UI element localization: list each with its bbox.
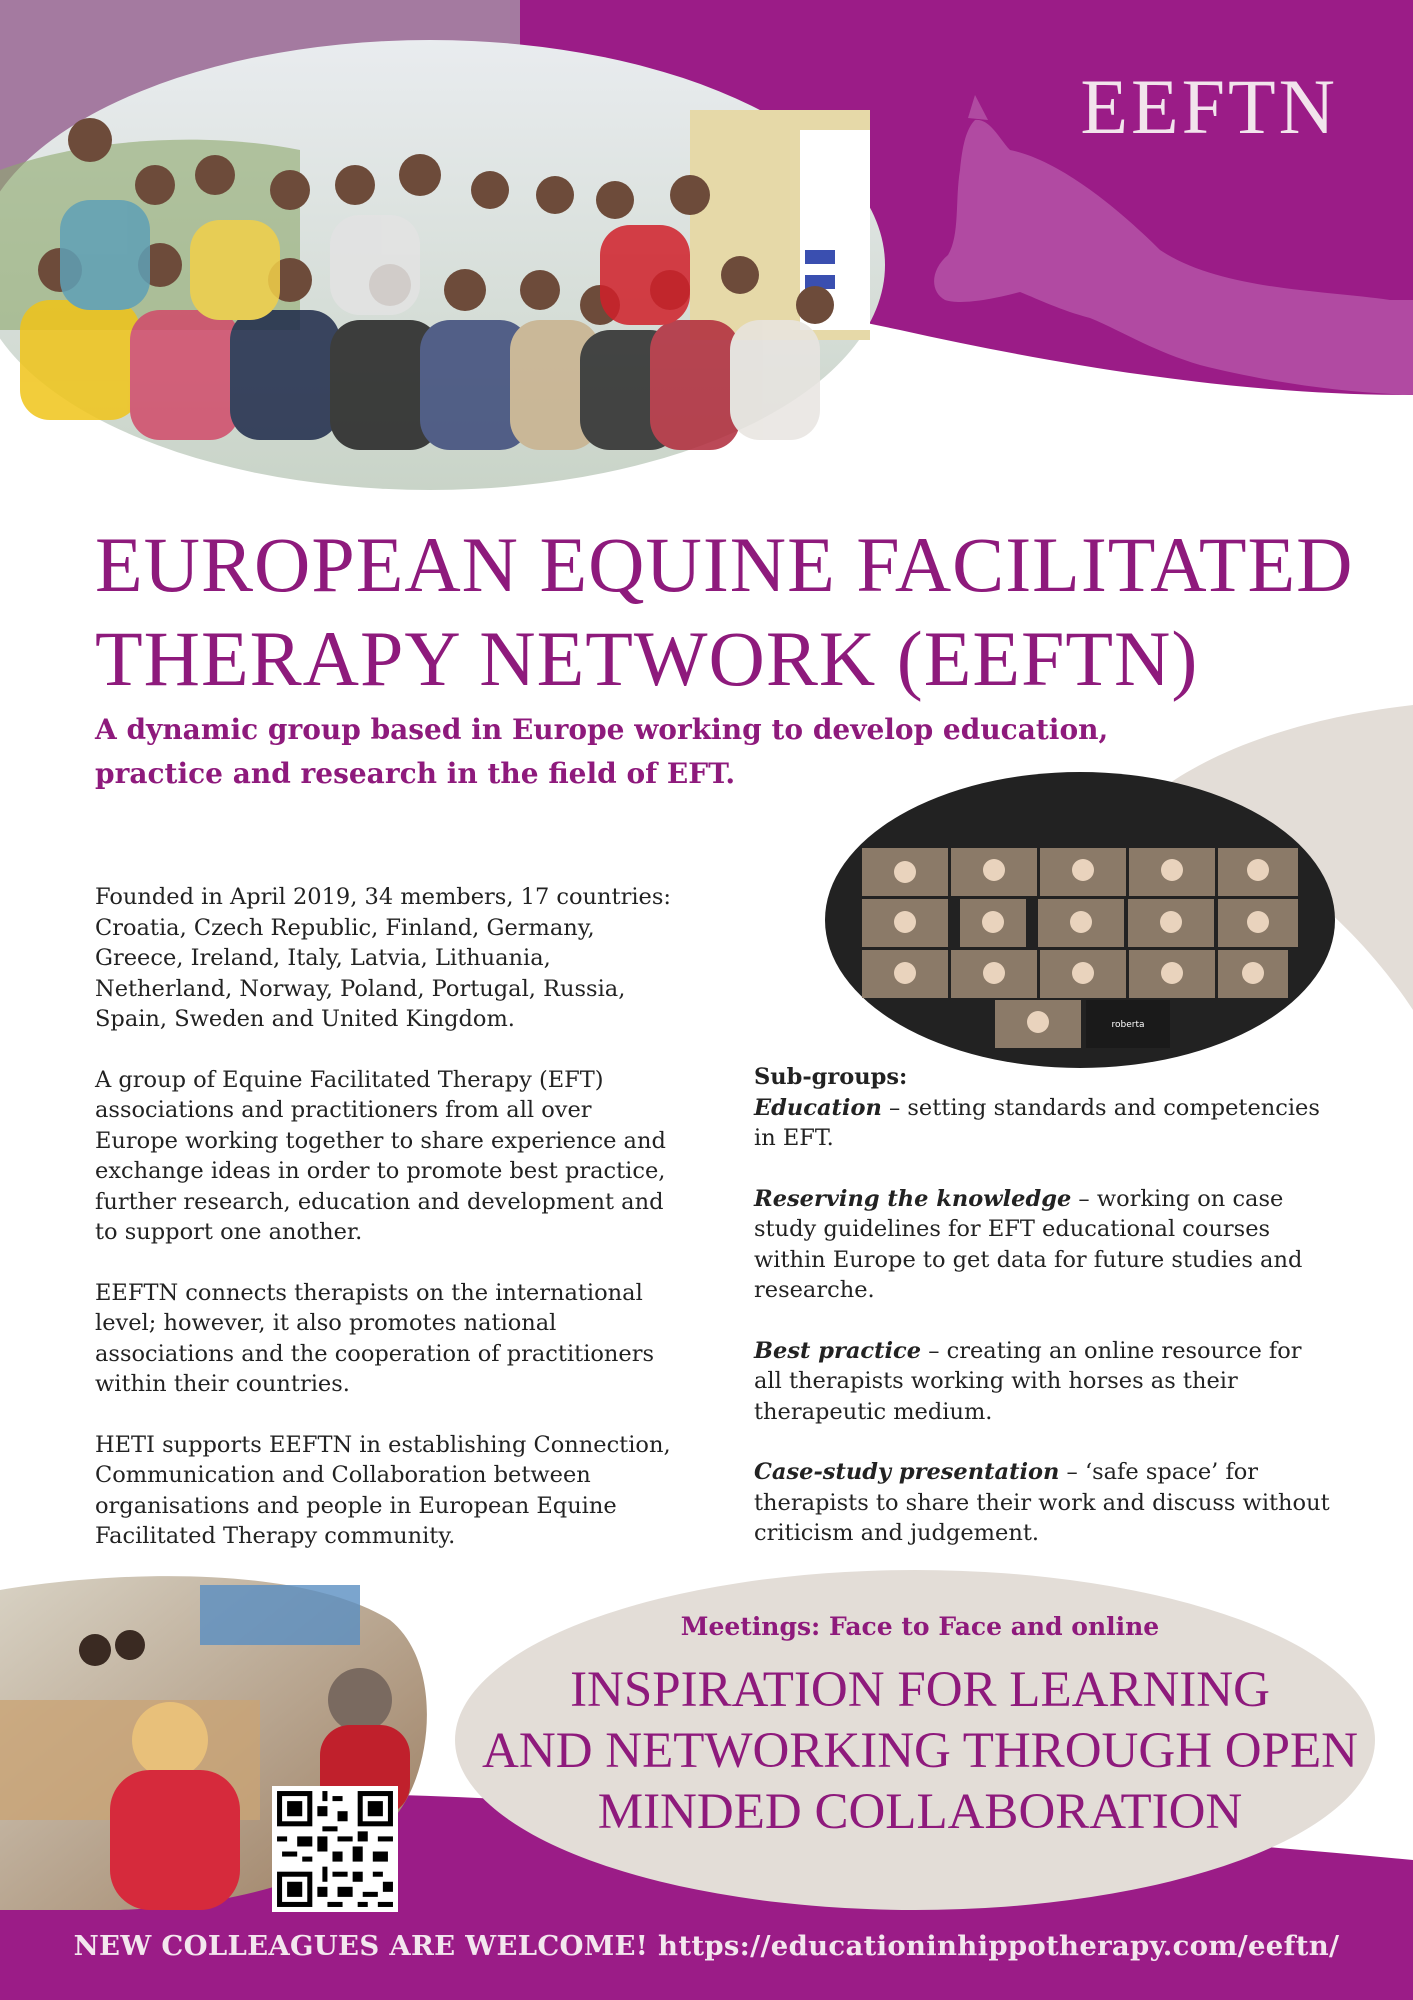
left-column <box>95 882 675 1582</box>
meetings-title-line-1: INSPIRATION FOR LEARNING <box>570 1662 1270 1718</box>
subgroup-text: – creating an online resource for all therapists working with horses as their therapeutic medium. <box>754 1337 1302 1425</box>
footer-welcome-link[interactable]: NEW COLLEAGUES ARE WELCOME! https://educationinhippotherapy.com/eeftn/ <box>73 1930 1340 1962</box>
subgroups-heading: Sub-groups: <box>754 1064 908 1090</box>
meetings-title <box>455 1660 1385 1843</box>
group-photo <box>0 40 885 490</box>
subgroup-item <box>754 1457 1334 1549</box>
meetings-title-line-2: AND NETWORKING THROUGH OPEN <box>482 1723 1358 1779</box>
page-title <box>95 518 1355 706</box>
video-call-label: roberta <box>1111 1020 1145 1030</box>
page-subtitle <box>95 708 1175 796</box>
subtitle-line-2: practice and research in the field of EFT. <box>95 757 736 790</box>
title-line-1: EUROPEAN EQUINE FACILITATED <box>95 521 1354 608</box>
subgroup-text: – ‘safe space’ for therapists to share their work and discuss without criticism and judgement. <box>754 1459 1330 1546</box>
meetings-subtitle: Meetings: Face to Face and online <box>680 1612 1160 1641</box>
title-line-2: THERAPY NETWORK (EEFTN) <box>95 615 1199 702</box>
about-paragraph: A group of Equine Facilitated Therapy (EFT) associations and practitioners from all over Europe working together to share experience and exchange ideas in order to promote best practice, further research, education and development and to support one another. <box>95 1066 666 1245</box>
founded-paragraph: Founded in April 2019, 34 members, 17 countries: Croatia, Czech Republic, Finland, Germany, Greece, Ireland, Italy, Latvia, Lithuania, Netherland, Norway, Poland, Portugal, Russia, Spain, Sweden and United Kingdom. <box>95 884 671 1032</box>
subgroup-item <box>754 1184 1334 1306</box>
subtitle-line-1: A dynamic group based in Europe working to develop education, <box>95 713 1109 746</box>
subgroup-name: Case-study presentation <box>754 1459 1060 1485</box>
subgroup-name: Education <box>754 1094 882 1121</box>
qr-code-image <box>272 1786 398 1912</box>
video-call-screenshot <box>825 772 1335 1068</box>
meetings-title-line-3: MINDED COLLABORATION <box>597 1784 1243 1840</box>
subgroup-item <box>754 1093 1334 1154</box>
subgroup-text: – working on case study guidelines for EFT educational courses within Europe to get data for future studies and researche. <box>754 1185 1303 1303</box>
subgroups-column <box>754 1062 1334 1579</box>
qr-code[interactable] <box>272 1786 398 1912</box>
subgroup-name: Best practice <box>754 1337 922 1364</box>
connects-paragraph: EEFTN connects therapists on the international level; however, it also promotes national associations and the cooperation of practitioners within their countries. <box>95 1279 655 1397</box>
subgroup-text: – setting standards and competencies in EFT. <box>754 1094 1320 1151</box>
subgroup-item <box>754 1336 1334 1428</box>
heti-paragraph: HETI supports EEFTN in establishing Connection, Communication and Collaboration between organisations and people in European Equine Facilitated Therapy community. <box>95 1431 671 1549</box>
subgroup-name: Reserving the knowledge <box>754 1185 1072 1212</box>
brand-logo-text: EEFTN <box>1080 63 1338 150</box>
